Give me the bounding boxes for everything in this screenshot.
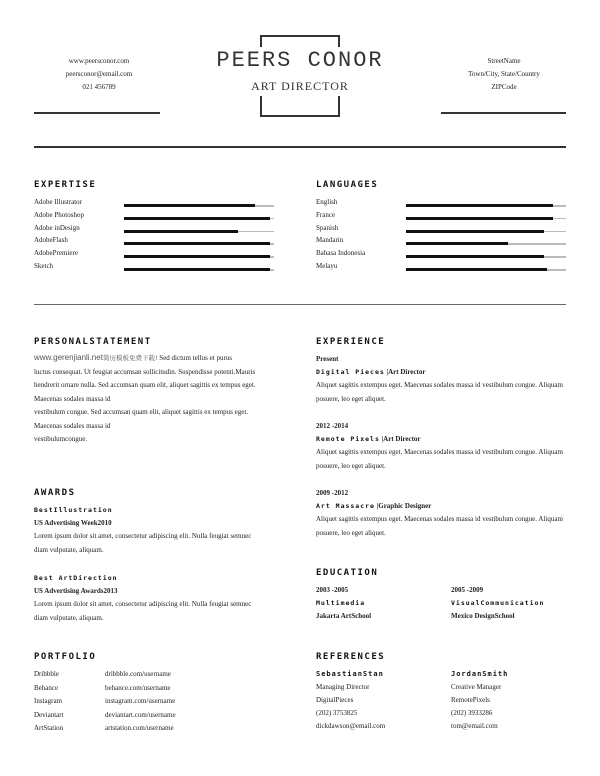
experience-role: |Art Director [386, 368, 426, 376]
statement-line-2: luctus consequat. Ut feugiat accumsan sollicitudin. Suspendisse potenti.Mauris [34, 367, 256, 376]
language-row [316, 235, 566, 248]
portfolio-url[interactable]: dribbble.com/username [105, 670, 171, 678]
education-field: Multimedia [316, 599, 366, 607]
expertise-bar-fill [124, 255, 270, 258]
street-text: StreetName [487, 57, 521, 65]
email-link[interactable]: peersconor@email.com [65, 70, 133, 78]
language-row [316, 261, 566, 274]
portfolio-url[interactable]: behance.com/username [105, 683, 171, 692]
award-entry [34, 504, 266, 557]
header-right-rule [441, 112, 566, 114]
name-bracket-bottom [260, 96, 340, 117]
experience-text: Aliquet sagittis extempus eget. Maecenas sodales massa id vestibulum congue. Aliquam posuere, leo eget aliquet. [316, 381, 563, 403]
reference-company: RemotePixels [451, 696, 490, 704]
reference-phone: (202) 3753825 [316, 709, 358, 717]
statement-line-5: vestibulumcongue. [34, 435, 88, 443]
expertise-bar-track [124, 218, 274, 220]
education-school: Mexico DesignSchool [451, 612, 515, 620]
expertise-row [34, 248, 274, 261]
education-field: VisualCommunication [451, 599, 545, 607]
education-school: Jakarta ArtSchool [316, 612, 372, 620]
education-title: EDUCATION [316, 568, 379, 578]
expertise-bar-track [124, 231, 274, 233]
expertise-bar-fill [124, 217, 270, 220]
expertise-bar-fill [124, 242, 270, 245]
resume-title: ART DIRECTOR [190, 79, 410, 94]
portfolio-url[interactable]: artstation.com/username [105, 724, 174, 732]
expertise-row [34, 210, 274, 223]
portfolio-urls [105, 668, 265, 736]
expertise-bar-fill [124, 268, 270, 271]
language-label: Melayu [316, 262, 338, 270]
experience-title: EXPERIENCE [316, 337, 386, 347]
expertise-row [34, 223, 274, 236]
statement-line-3: hendrerit ornare nulla. Sed accumsan quam elit, aliquet sagittis ex tempus eget. Maecenas sodales massa id [34, 381, 256, 403]
watermark-link[interactable]: www.gerenjianli.net [34, 353, 103, 362]
language-bar-track [406, 243, 566, 245]
language-label: English [316, 198, 338, 206]
portfolio-site: Instagram [34, 697, 62, 705]
reference-role: Creative Manager [451, 683, 502, 691]
reference-email[interactable]: dickdawson@email.com [316, 722, 386, 730]
portfolio-site: ArtStation [34, 724, 64, 732]
language-label: France [316, 210, 336, 219]
expertise-bar-fill [124, 204, 255, 207]
reference-phone: (202) 3933286 [451, 709, 493, 717]
awards-title: AWARDS [34, 488, 76, 498]
portfolio-title: PORTFOLIO [34, 652, 97, 662]
contact-left [34, 55, 164, 94]
portfolio-url[interactable]: deviantart.com/username [105, 710, 176, 719]
expertise-label: AdobeFlash [34, 236, 68, 245]
experience-company: Art Massacre [316, 502, 375, 510]
experience-company: Digital Pieces [316, 368, 385, 376]
award-event: US Advertising Week2010 [34, 519, 112, 527]
language-bar-fill [406, 268, 547, 271]
zip-text: ZIPCode [491, 83, 517, 91]
award-text: Lorem ipsum dolor sit amet, consectetur adipiscing elit. Nulla feugiat semnec diam vulputate, aliquam. [34, 532, 252, 554]
experience-role: |Graphic Designer [376, 502, 432, 510]
expertise-label: Adobe Photoshop [34, 210, 84, 219]
experience-company: Remote Pixels [316, 435, 380, 443]
expertise-bar-track [124, 243, 274, 245]
reference-role: Managing Director [316, 683, 370, 691]
language-row [316, 248, 566, 261]
expertise-bar-track [124, 269, 274, 271]
expertise-label: Sketch [34, 262, 54, 270]
experience-text: Aliquet sagittis extempus eget. Maecenas sodales massa id vestibulum congue. Aliquam posuere, leo eget aliquet. [316, 515, 563, 537]
award-entry [34, 572, 266, 625]
skills-divider [34, 304, 566, 305]
expertise-row [34, 235, 274, 248]
phone-text: 021 456789 [82, 83, 116, 91]
city-text: Town/City, State/Country [468, 70, 540, 78]
personal-statement-title: PERSONALSTATEMENT [34, 337, 152, 347]
watermark-cn: 简历模板免费下载! [102, 354, 158, 362]
portfolio-url[interactable]: instagram.com/username [105, 697, 176, 705]
expertise-title: EXPERTISE [34, 180, 97, 190]
language-bar-fill [406, 255, 544, 258]
experience-period: 2012 -2014 [316, 422, 349, 430]
expertise-bar-track [124, 205, 274, 207]
award-text: Lorem ipsum dolor sit amet, consectetur adipiscing elit. Nulla feugiat semnec diam vulputate, aliquam. [34, 600, 252, 622]
experience-entry [316, 420, 566, 473]
language-bar-track [406, 218, 566, 220]
header-left-rule [34, 112, 160, 114]
portfolio-sites [34, 668, 104, 736]
language-bar-track [406, 256, 566, 258]
language-label: Spanish [316, 223, 339, 232]
language-bar-fill [406, 242, 508, 245]
expertise-row [34, 197, 274, 210]
language-label: Mandarin [316, 236, 344, 245]
language-bar-fill [406, 217, 553, 220]
expertise-bar-track [124, 256, 274, 258]
reference-company: DigitalPieces [316, 696, 354, 704]
reference-entry [451, 668, 566, 733]
education-entry [451, 584, 566, 623]
reference-name: SebastianStan [316, 670, 384, 678]
experience-entry [316, 353, 566, 406]
award-event: US Advertising Awards2013 [34, 587, 118, 595]
statement-line-1: Sed dictum tellus et purus [159, 354, 233, 362]
language-bar-track [406, 205, 566, 207]
contact-right [445, 55, 563, 94]
reference-email[interactable]: tom@email.com [451, 722, 498, 730]
reference-name: JordanSmith [451, 670, 509, 678]
education-entry [316, 584, 446, 623]
experience-role: |Art Director [381, 435, 421, 443]
statement-line-4: vestibulum congue. Sed accumsan quam elit, aliquet sagittis ex tempus eget. Maecenas sodales massa id [34, 408, 249, 430]
education-period: 2003 -2005 [316, 586, 349, 594]
language-row [316, 197, 566, 210]
education-period: 2005 -2009 [451, 586, 484, 594]
award-name: Best ArtDirection [34, 574, 118, 582]
experience-period: 2009 -2012 [316, 489, 349, 497]
language-bar-fill [406, 230, 544, 233]
language-bar-track [406, 269, 566, 271]
language-bar-fill [406, 204, 553, 207]
expertise-label: Adobe inDesign [34, 223, 80, 232]
expertise-label: Adobe Illustrator [34, 198, 83, 206]
expertise-bar-fill [124, 230, 238, 233]
language-bar-track [406, 231, 566, 233]
language-label: Bahasa Indonesia [316, 249, 366, 258]
languages-title: LANGUAGES [316, 180, 379, 190]
expertise-label: AdobePremiere [34, 249, 78, 258]
portfolio-site: Deviantart [34, 710, 64, 719]
reference-entry [316, 668, 446, 733]
award-name: BestIllustration [34, 506, 113, 514]
experience-entry [316, 487, 566, 540]
resume-name: PEERS CONOR [190, 48, 410, 73]
website-link[interactable]: www.peersconor.com [68, 57, 130, 65]
header-divider [34, 146, 566, 148]
language-row [316, 223, 566, 236]
portfolio-site: Dribbble [34, 670, 59, 678]
experience-text: Aliquet sagittis extempus eget. Maecenas sodales massa id vestibulum congue. Aliquam posuere, leo eget aliquet. [316, 448, 563, 470]
personal-statement-text [34, 351, 266, 447]
language-row [316, 210, 566, 223]
experience-period: Present [316, 355, 339, 363]
expertise-row [34, 261, 274, 274]
references-title: REFERENCES [316, 652, 386, 662]
portfolio-site: Behance [34, 683, 59, 692]
